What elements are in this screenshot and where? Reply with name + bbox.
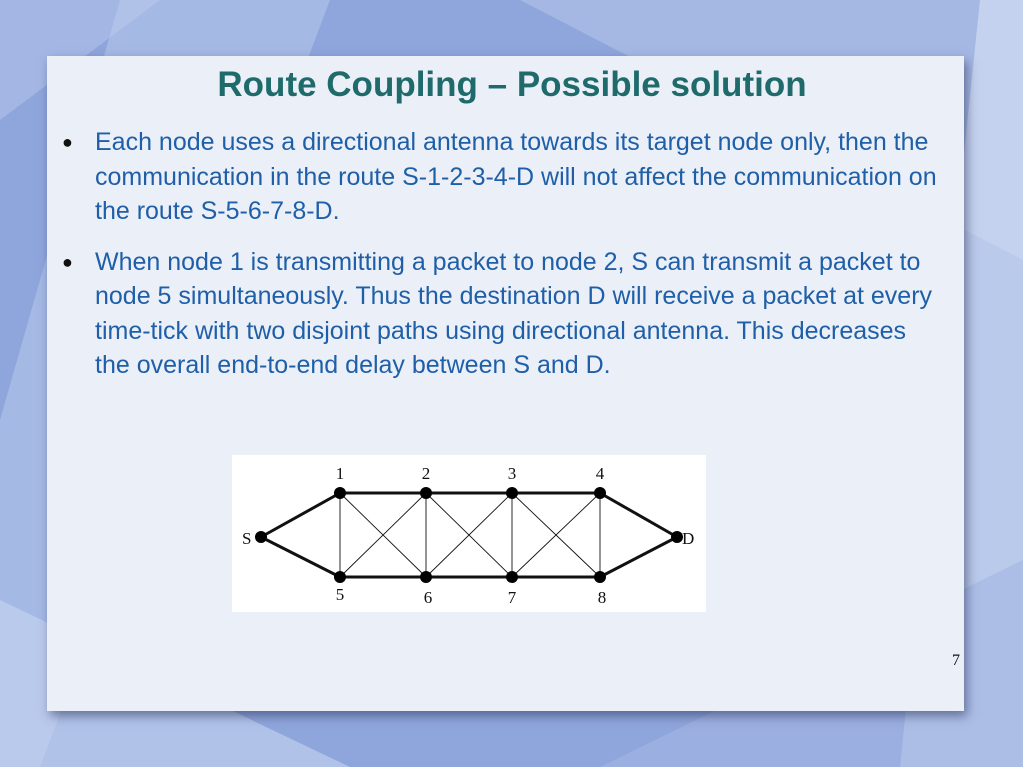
node-label-2: 2 xyxy=(421,464,431,483)
node-label-3: 3 xyxy=(507,464,517,483)
node-label-D: D xyxy=(682,529,695,548)
bullet-text: Each node uses a directional antenna towards its target node only, then the communication in the route S-1-2-3-4-D will not affect the communication on the route S-5-6-7-8-D. xyxy=(95,128,937,225)
bullet-item xyxy=(62,125,942,229)
route-diagram-svg xyxy=(232,455,706,612)
bullet-dot-icon: ● xyxy=(62,251,73,272)
node-6 xyxy=(420,571,432,583)
route-diagram xyxy=(232,455,706,612)
node-3 xyxy=(506,487,518,499)
node-7 xyxy=(506,571,518,583)
node-label-4: 4 xyxy=(595,464,605,483)
node-1 xyxy=(334,487,346,499)
bullet-item xyxy=(62,245,942,383)
bullet-dot-icon: ● xyxy=(62,132,73,152)
node-S xyxy=(255,531,267,543)
route-edge-S-5 xyxy=(261,537,340,577)
page-number: 7 xyxy=(952,652,960,669)
slide-title: Route Coupling – Possible solution xyxy=(217,65,807,104)
node-4 xyxy=(594,487,606,499)
route-edge-4-D xyxy=(600,493,677,537)
node-label-5: 5 xyxy=(335,585,345,604)
route-edge-8-D xyxy=(600,537,677,577)
bullet-list xyxy=(62,125,942,399)
node-2 xyxy=(420,487,432,499)
node-label-6: 6 xyxy=(423,588,433,607)
bullet-text: When node 1 is transmitting a packet to node 2, S can transmit a packet to node 5 simultaneously. Thus the destination D will receive a packet at every time-tick with two disjoint paths using directional antenna. This decreases the overall end-to-end delay between S and D. xyxy=(95,247,933,379)
node-label-S: S xyxy=(242,529,252,548)
node-label-8: 8 xyxy=(597,588,607,607)
node-5 xyxy=(334,571,346,583)
node-8 xyxy=(594,571,606,583)
route-edge-S-1 xyxy=(261,493,340,537)
node-label-7: 7 xyxy=(507,588,517,607)
node-label-1: 1 xyxy=(335,464,345,483)
